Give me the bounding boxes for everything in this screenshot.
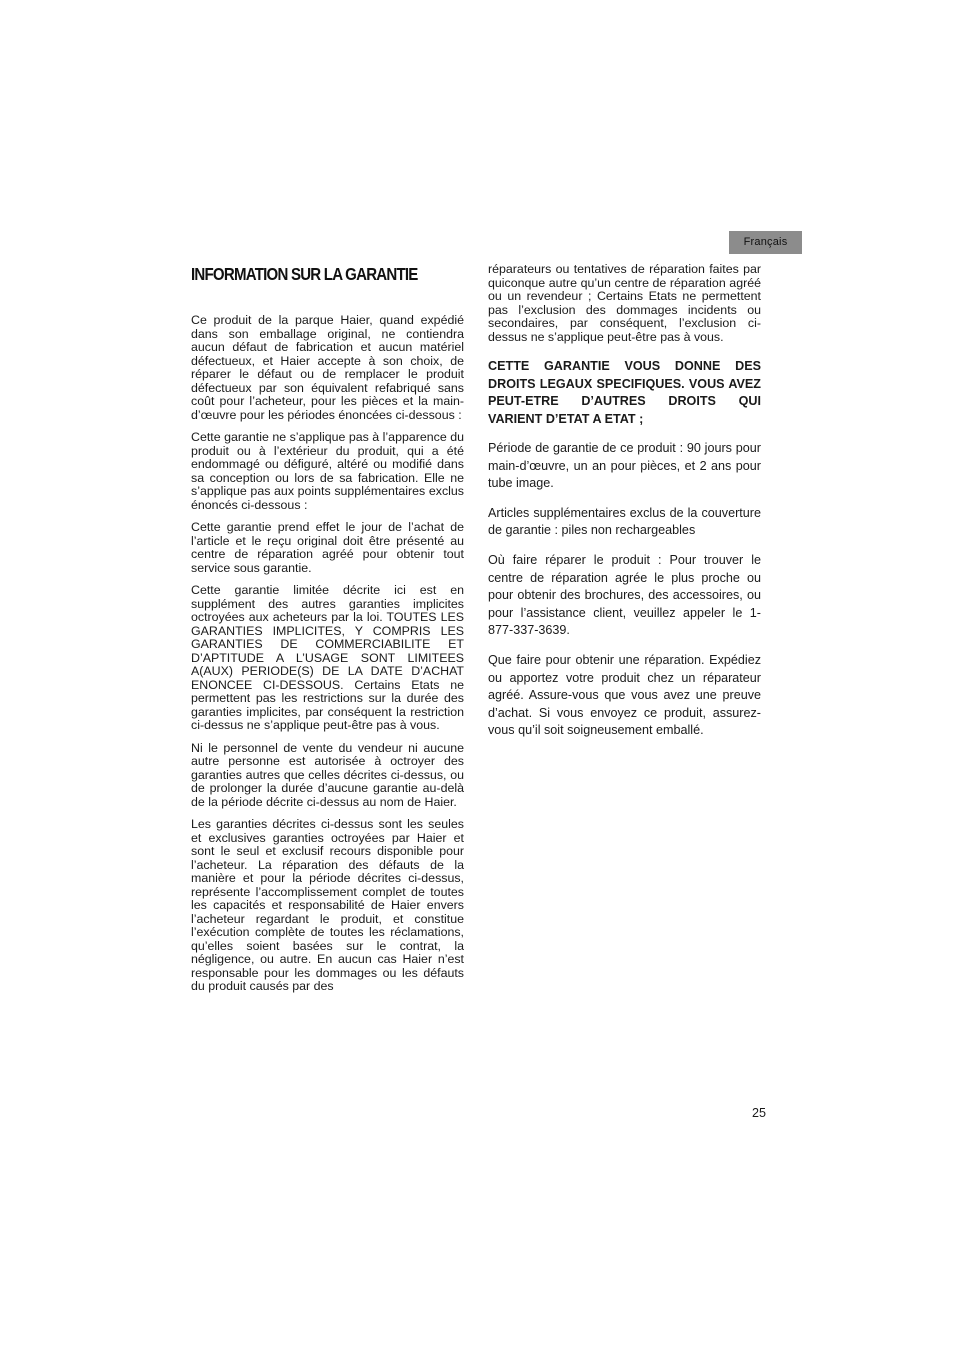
- paragraph-where-to-repair: Où faire réparer le produit : Pour trouver le centre de réparation agrée le plus proche ou pour obtenir des brochures, des accessoires, ou pour l’assistance client, veuillez appeler le 1-877-337-3639.: [488, 552, 761, 638]
- paragraph-how-to-repair: Que faire pour obtenir une réparation. Expédiez ou apportez votre produit chez un réparateur agréé. Assure-vous que vous avez une preuve d’achat. Si vous envoyez ce produit, assurez-vous qu’il soit soigneusement emballé.: [488, 652, 761, 738]
- paragraph-legal-rights: CETTE GARANTIE VOUS DONNE DES DROITS LEGAUX SPECIFIQUES. VOUS AVEZ PEUT-ETRE D’AUTRES DROITS QUI VARIENT D’ETAT A ETAT ;: [488, 359, 761, 426]
- paragraph-implied-warranties: Cette garantie limitée décrite ici est en supplément des autres garanties implicites octroyées aux acheteurs par la loi. TOUTES LES GARANTIES IMPLICITES, Y COMPRIS LES GARANTIES DE COMMERCIABILITE ET D’APTITUDE A L’USAGE SONT LIMITEES A(AUX) PERIODE(S) DE LA DATE D’ACHAT ENONCEE CI-DESSOUS. Certains Etats ne permettent pas les restrictions sur la durée des garanties implicites, par conséquent la restriction ci-dessus ne s’applique peut-être pas à vous.: [191, 583, 464, 732]
- page-number: 25: [751, 1106, 766, 1120]
- page-title: INFORMATION SUR LA GARANTIE: [191, 264, 418, 284]
- paragraph-warranty-period: Période de garantie de ce produit : 90 jours pour main-d’œuvre, un an pour pièces, et 2 ans pour tube image.: [488, 441, 761, 491]
- paragraph-effective-date: Cette garantie prend effet le jour de l’achat de l’article et le reçu original doit être présenté au centre de réparation agréé pour obtenir tout service sous garantie.: [191, 520, 464, 575]
- right-column: [488, 263, 761, 752]
- paragraph-no-other-warranties: Ni le personnel de vente du vendeur ni aucune autre personne est autorisée à octroyer des garanties autres que celles décrites ci-dessus, ou de prolonger la durée d’aucune garantie au-delà de la période décrite ci-dessus au nom de Haier.: [191, 740, 464, 809]
- paragraph-exclusive-remedy: Les garanties décrites ci-dessus sont les seules et exclusives garanties octroyées par Haier et sont le seul et exclusif recours disponible pour l’acheteur. La réparation des défauts de la manière et pour la période décrites ci-dessus, représente l’accomplissement complet de toutes les capacités et responsabilité de Haier envers l’acheteur regardant le produit, et constitue l’exécution complète de toutes les réclamations, qu’elles soient basées sur le contrat, la négligence, ou autre. En aucun cas Haier n’est responsable pour les dommages ou les défauts du produit causés par des: [191, 817, 464, 993]
- paragraph-exclusions: Cette garantie ne s’applique pas à l’apparence du produit ou à l’extérieur du produit, qui a été endommagé ou défiguré, altéré ou modifié dans sa conception ou lors de sa fabrication. Elle ne s’applique pas aux points supplémentaires exclus énoncés ci-dessous :: [191, 430, 464, 512]
- left-column: [191, 263, 464, 1003]
- paragraph-coverage: Ce produit de la parque Haier, quand expédié dans son emballage original, ne contiendra aucun défaut de fabrication et aucun matériel défectueux, et Haier accepte à son choix, de réparer le défaut ou de remplacer le produit défectueux par son équivalent refabriqué sans coût pour l’acheteur, pour les pièces et la main-d’œuvre pour les périodes énoncées ci-dessous :: [191, 313, 464, 422]
- paragraph-continuation: réparateurs ou tentatives de réparation faites par quiconque autre qu’un centre de réparation agréé ou un revendeur ; Certains Etats ne permettent pas l’exclusion des dommages incidents ou secondaires, par conséquent, l’exclusion ci-dessus ne s’applique peut-être pas à vous.: [488, 262, 761, 344]
- paragraph-excluded-items: Articles supplémentaires exclus de la couverture de garantie : piles non rechargeables: [488, 505, 761, 538]
- language-tab: Français: [729, 231, 802, 254]
